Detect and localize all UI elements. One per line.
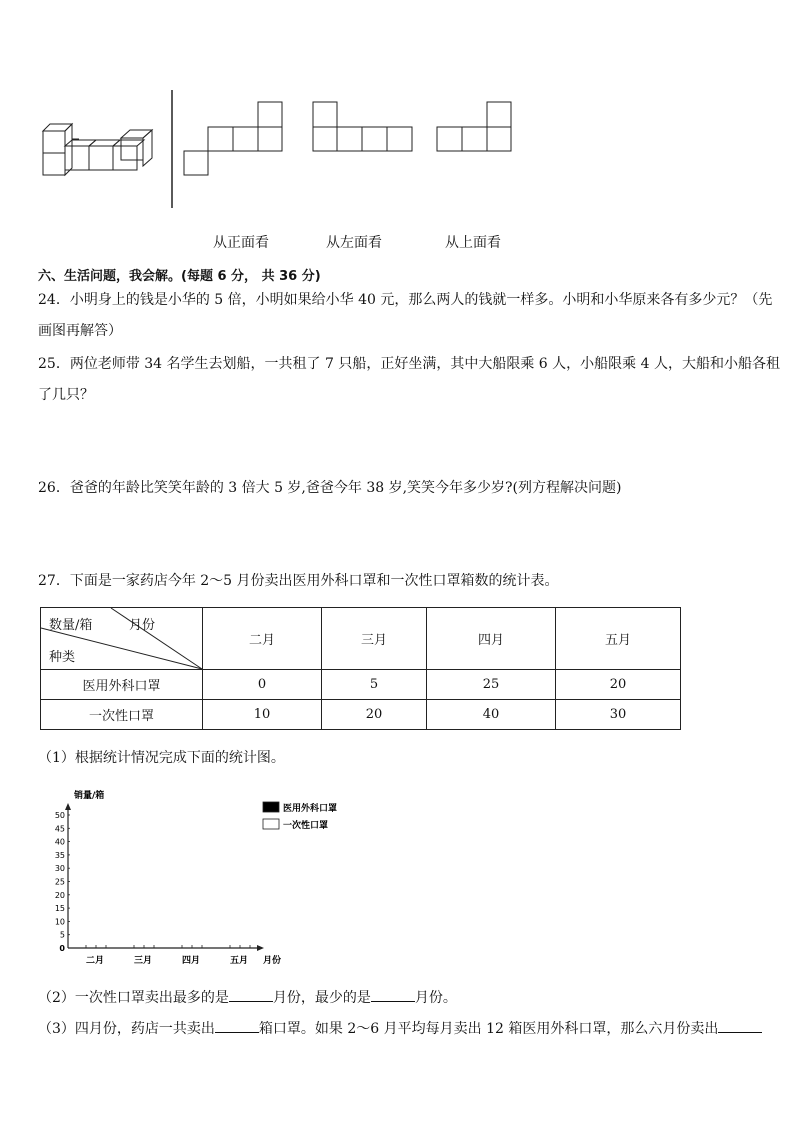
- top-view-label: 从上面看: [445, 235, 501, 251]
- x-axis-arrow: [257, 945, 264, 951]
- cube-views-figure: [0, 80, 560, 220]
- table-cell: 20: [322, 700, 427, 730]
- q25-line2: 了几只？: [38, 387, 94, 403]
- answer-blank[interactable]: [718, 1018, 762, 1033]
- q27-sub1: （1）根据统计情况完成下面的统计图。: [38, 750, 285, 766]
- y-tick-label: 10: [54, 917, 65, 927]
- y-axis-label: 销量/箱: [74, 791, 105, 801]
- y-tick-label: 40: [54, 837, 65, 847]
- q24-line2: 画图再解答）: [38, 323, 122, 339]
- y-tick-label: 20: [54, 890, 65, 900]
- y-axis-arrow: [65, 803, 71, 810]
- x-tick-label: 三月: [133, 956, 153, 966]
- y-tick-label: 30: [54, 864, 65, 874]
- table-corner-cell: [41, 608, 203, 670]
- q27-sub2-part2: 月份，最少的是: [272, 990, 371, 1006]
- table-row: [41, 670, 681, 700]
- answer-blank[interactable]: [215, 1018, 259, 1033]
- front-view-drawing: [184, 102, 282, 175]
- table-cell: 30: [556, 700, 681, 730]
- x-axis-label: 月份: [262, 956, 282, 966]
- table-cell: 25: [427, 670, 556, 700]
- bar-chart: [40, 780, 338, 970]
- top-view-drawing: [437, 102, 511, 151]
- q27-sub2: [38, 987, 457, 1008]
- legend-label: 医用外科口罩: [283, 804, 338, 814]
- header-month-mar: 三月: [322, 608, 427, 670]
- q27-intro: 27．下面是一家药店今年 2～5 月份卖出医用外科口罩和一次性口罩箱数的统计表。: [38, 573, 559, 589]
- table-cell: 0: [203, 670, 322, 700]
- cube-3d-drawing: [43, 124, 152, 175]
- q27-sub3-part2: 箱口罩。如果 2～6 月平均每月卖出 12 箱医用外科口罩，那么六月份卖出: [258, 1021, 719, 1037]
- y-tick-label: 50: [54, 811, 65, 820]
- q26-text: 26．爸爸的年龄比笑笑年龄的 3 倍大 5 岁,爸爸今年 38 岁,笑笑今年多少岁?(列方程解决问题): [38, 480, 622, 496]
- table-row: [41, 700, 681, 730]
- x-tick-label: 二月: [85, 956, 105, 966]
- legend-swatch: [263, 819, 279, 829]
- q27-sub3-part1: （3）四月份，药店一共卖出: [38, 1021, 215, 1037]
- stats-table: [40, 607, 681, 730]
- x-tick-label: 四月: [181, 956, 201, 966]
- q27-sub2-part3: 月份。: [414, 990, 457, 1006]
- table-cell: 10: [203, 700, 322, 730]
- y-tick-label: 5: [59, 930, 65, 940]
- y-tick-label: 0: [59, 944, 65, 953]
- table-cell: 5: [322, 670, 427, 700]
- front-view-label: 从正面看: [213, 235, 269, 251]
- legend-swatch: [263, 802, 279, 812]
- header-month-feb: 二月: [203, 608, 322, 670]
- y-tick-label: 45: [54, 824, 65, 834]
- corner-type-label: 种类: [49, 650, 76, 665]
- q24-line1: 24．小明身上的钱是小华的 5 倍，小明如果给小华 40 元，那么两人的钱就一样多。小明和小华原来各有多少元？（先: [38, 292, 773, 308]
- x-tick-label: 五月: [229, 956, 249, 966]
- y-tick-label: 15: [54, 904, 65, 914]
- header-month-may: 五月: [556, 608, 681, 670]
- row-name: 医用外科口罩: [41, 670, 203, 700]
- y-tick-label: 35: [54, 850, 65, 860]
- header-month-apr: 四月: [427, 608, 556, 670]
- table-cell: 20: [556, 670, 681, 700]
- table-cell: 40: [427, 700, 556, 730]
- corner-quantity-label: 数量/箱: [49, 618, 93, 633]
- y-tick-label: 25: [54, 877, 65, 887]
- left-view-label: 从左面看: [326, 235, 382, 251]
- q27-sub2-part1: （2）一次性口罩卖出最多的是: [38, 990, 229, 1006]
- left-view-drawing: [313, 102, 412, 151]
- q27-sub3: [38, 1018, 762, 1039]
- table-header-row: [41, 608, 681, 670]
- legend-label: 一次性口罩: [283, 821, 329, 831]
- q25-line1: 25．两位老师带 34 名学生去划船，一共租了 7 只船，正好坐满，其中大船限乘 6 人，小船限乘 4 人，大船和小船各租: [38, 356, 780, 372]
- section-six-title: 六、生活问题，我会解。(每题 6 分， 共 36 分): [38, 269, 321, 284]
- corner-month-label: 月份: [129, 618, 156, 633]
- row-name: 一次性口罩: [41, 700, 203, 730]
- answer-blank[interactable]: [371, 987, 415, 1002]
- answer-blank[interactable]: [229, 987, 273, 1002]
